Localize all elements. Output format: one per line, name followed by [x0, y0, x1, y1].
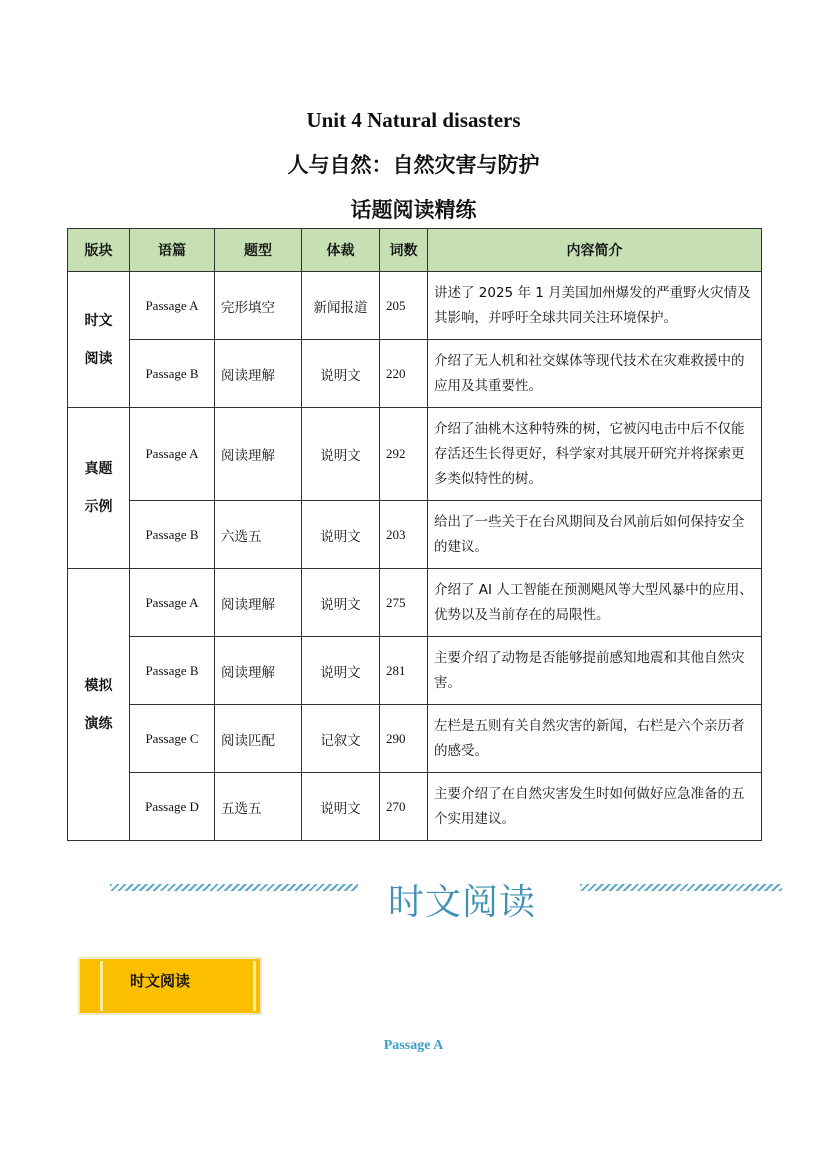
passage-heading: Passage A: [383, 1038, 444, 1053]
section-label: 时文阅读: [84, 312, 113, 367]
header-passage: 语篇: [130, 229, 215, 272]
overview-table: [67, 228, 762, 841]
passage-cell: Passage A: [130, 408, 215, 501]
banner-stripe-left: [110, 884, 358, 891]
summary-cell: 左栏是五则有关自然灾害的新闻，右栏是六个亲历者的感受。: [428, 705, 762, 773]
genre-cell: 说明文: [302, 340, 380, 408]
word-count-cell: 205: [380, 272, 428, 340]
section-cell: [68, 408, 130, 569]
summary-cell: 给出了一些关于在台风期间及台风前后如何保持安全的建议。: [428, 501, 762, 569]
word-count-cell: 281: [380, 637, 428, 705]
genre-cell: 说明文: [302, 637, 380, 705]
header-word-count: 词数: [380, 229, 428, 272]
section-cell: [68, 569, 130, 841]
header-genre: 体裁: [302, 229, 380, 272]
genre-cell: 说明文: [302, 773, 380, 841]
question-type-cell: 阅读理解: [215, 340, 302, 408]
question-type-cell: 六选五: [215, 501, 302, 569]
genre-cell: 说明文: [302, 408, 380, 501]
passage-cell: Passage B: [130, 501, 215, 569]
header-question-type: 题型: [215, 229, 302, 272]
question-type-cell: 阅读匹配: [215, 705, 302, 773]
summary-cell: 介绍了无人机和社交媒体等现代技术在灾难救援中的应用及其重要性。: [428, 340, 762, 408]
table-row: [68, 773, 762, 841]
genre-cell: 记叙文: [302, 705, 380, 773]
summary-cell: 主要介绍了动物是否能够提前感知地震和其他自然灾害。: [428, 637, 762, 705]
word-count-cell: 275: [380, 569, 428, 637]
passage-cell: Passage D: [130, 773, 215, 841]
section-tag-label: 时文阅读: [130, 972, 191, 990]
passage-cell: Passage A: [130, 569, 215, 637]
table-header-row: [68, 229, 762, 272]
table-row: [68, 569, 762, 637]
question-type-cell: 阅读理解: [215, 569, 302, 637]
header-section: 版块: [68, 229, 130, 272]
passage-cell: Passage B: [130, 340, 215, 408]
word-count-cell: 292: [380, 408, 428, 501]
table-row: [68, 408, 762, 501]
word-count-cell: 290: [380, 705, 428, 773]
table-row: [68, 340, 762, 408]
table-row: [68, 637, 762, 705]
table-row: [68, 705, 762, 773]
section-banner-title: 时文阅读: [388, 882, 537, 923]
question-type-cell: 完形填空: [215, 272, 302, 340]
page-title-cn: 人与自然：自然灾害与防护: [287, 153, 540, 177]
summary-cell: 介绍了油桃木这种特殊的树，它被闪电击中后不仅能存活还生长得更好，科学家对其展开研究并将探索更多类似特性的树。: [428, 408, 762, 501]
genre-cell: 说明文: [302, 501, 380, 569]
genre-cell: 新闻报道: [302, 272, 380, 340]
page-title-en: Unit 4 Natural disasters: [306, 108, 521, 132]
summary-cell: 介绍了 AI 人工智能在预测飓风等大型风暴中的应用、优势以及当前存在的局限性。: [428, 569, 762, 637]
section-label: 真题示例: [84, 461, 113, 515]
genre-cell: 说明文: [302, 569, 380, 637]
table-row: [68, 501, 762, 569]
question-type-cell: 阅读理解: [215, 408, 302, 501]
word-count-cell: 203: [380, 501, 428, 569]
passage-cell: Passage A: [130, 272, 215, 340]
question-type-cell: 阅读理解: [215, 637, 302, 705]
passage-cell: Passage C: [130, 705, 215, 773]
page-subtitle: 话题阅读精练: [350, 198, 477, 222]
summary-cell: 主要介绍了在自然灾害发生时如何做好应急准备的五个实用建议。: [428, 773, 762, 841]
section-cell: [68, 272, 130, 408]
summary-cell: 讲述了 2025 年 1 月美国加州爆发的严重野火灾情及其影响，并呼吁全球共同关注环境保护。: [428, 272, 762, 340]
section-label: 模拟演练: [84, 677, 113, 732]
header-summary: 内容简介: [428, 229, 762, 272]
word-count-cell: 270: [380, 773, 428, 841]
question-type-cell: 五选五: [215, 773, 302, 841]
table-row: [68, 272, 762, 340]
passage-cell: Passage B: [130, 637, 215, 705]
word-count-cell: 220: [380, 340, 428, 408]
banner-stripe-right: [580, 884, 782, 891]
